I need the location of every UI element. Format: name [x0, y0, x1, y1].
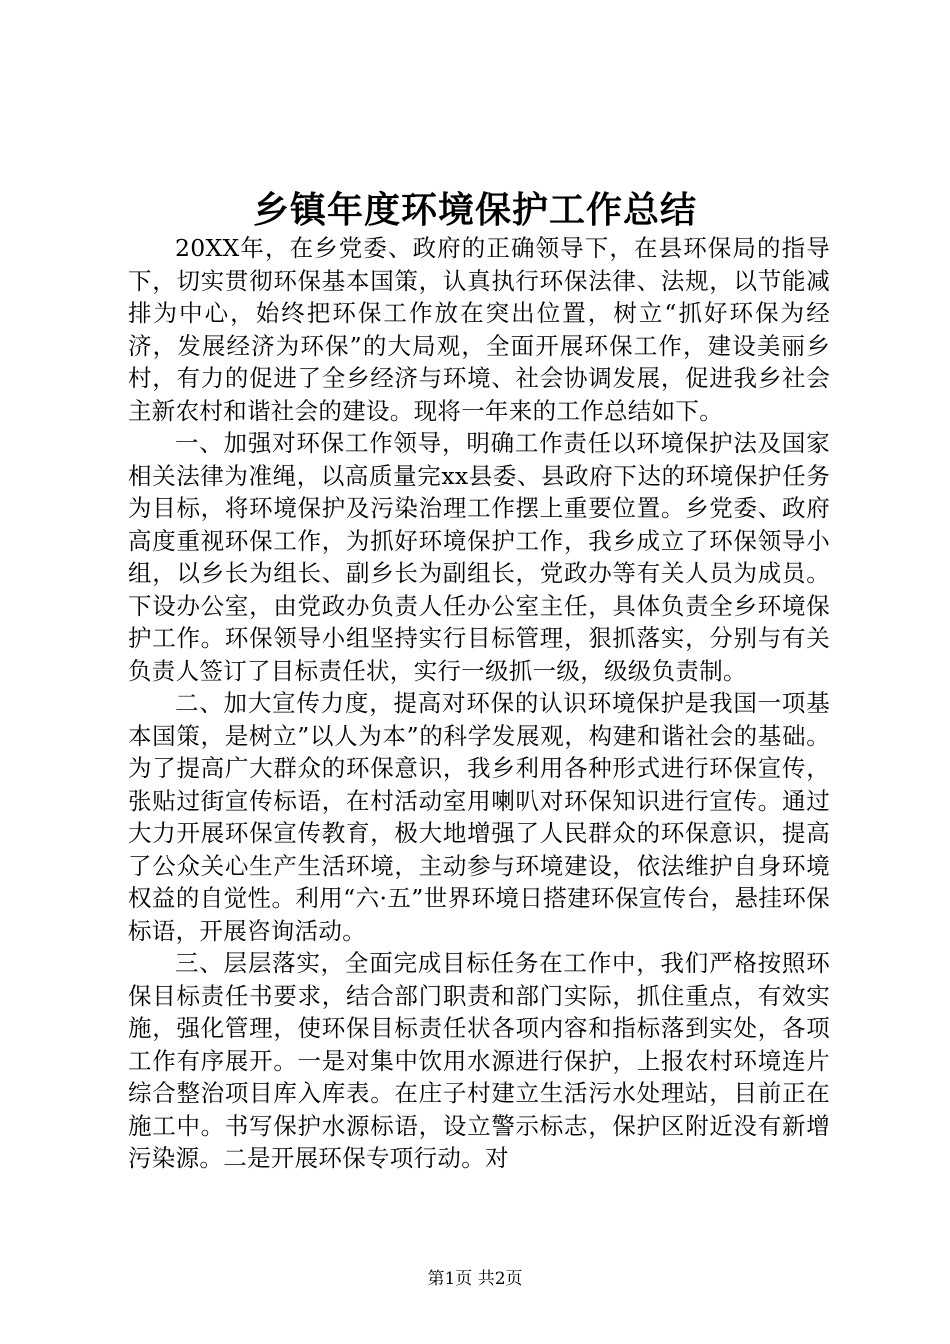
paragraph-section-1: 一、加强对环保工作领导，明确工作责任以环境保护法及国家相关法律为准绳，以高质量完xx县委、县政府下达的环境保护任务为目标，将环境保护及污染治理工作摆上重要位置。乡党委、政府高度重视环保工作，为抓好环境保护工作，我乡成立了环保领导小组，以乡长为组长、副乡长为副组长，党政办等有关人员为成员。下设办公室，由党政办负责人任办公室主任，具体负责全乡环境保护工作。环保领导小组坚持实行目标管理，狠抓落实，分别与有关负责人签订了目标责任状，实行一级抓一级，级级负责制。	[128, 429, 830, 685]
document-title: 乡镇年度环境保护工作总结	[252, 189, 697, 231]
paragraph-section-3: 三、层层落实，全面完成目标任务在工作中，我们严格按照环保目标责任书要求，结合部门职责和部门实际，抓住重点，有效实施，强化管理，使环保目标责任状各项内容和指标落到实处，各项工作有序展开。一是对集中饮用水源进行保护，上报农村环境连片综合整治项目库入库表。在庄子村建立生活污水处理站，目前正在施工中。书写保护水源标语，设立警示标志，保护区附近没有新增污染源。二是开展环保专项行动。对	[128, 949, 830, 1172]
paragraph-section-2: 二、加大宣传力度，提高对环保的认识环境保护是我国一项基本国策，是树立”以人为本”的科学发展观，构建和谐社会的基础。为了提高广大群众的环保意识，我乡利用各种形式进行环保宣传，张贴过街宣传标语，在村活动室用喇叭对环保知识进行宣传。通过大力开展环保宣传教育，极大地增强了人民群众的环保意识，提高了公众关心生产生活环境，主动参与环境建设，依法维护自身环境权益的自觉性。利用“六·五”世界环境日搭建环保宣传台，悬挂环保标语，开展咨询活动。	[128, 689, 830, 945]
paragraph-intro: 20XX年，在乡党委、政府的正确领导下，在县环保局的指导下，切实贯彻环保基本国策，认真执行环保法律、法规，以节能减排为中心，始终把环保工作放在突出位置，树立“抓好环保为经济，发展经济为环保”的大局观，全面开展环保工作，建设美丽乡村，有力的促进了全乡经济与环境、社会协调发展，促进我乡社会主新农村和谐社会的建设。现将一年来的工作总结如下。	[128, 234, 830, 425]
document-body	[128, 232, 830, 1175]
page-footer: 第1页 共2页	[427, 1269, 523, 1289]
